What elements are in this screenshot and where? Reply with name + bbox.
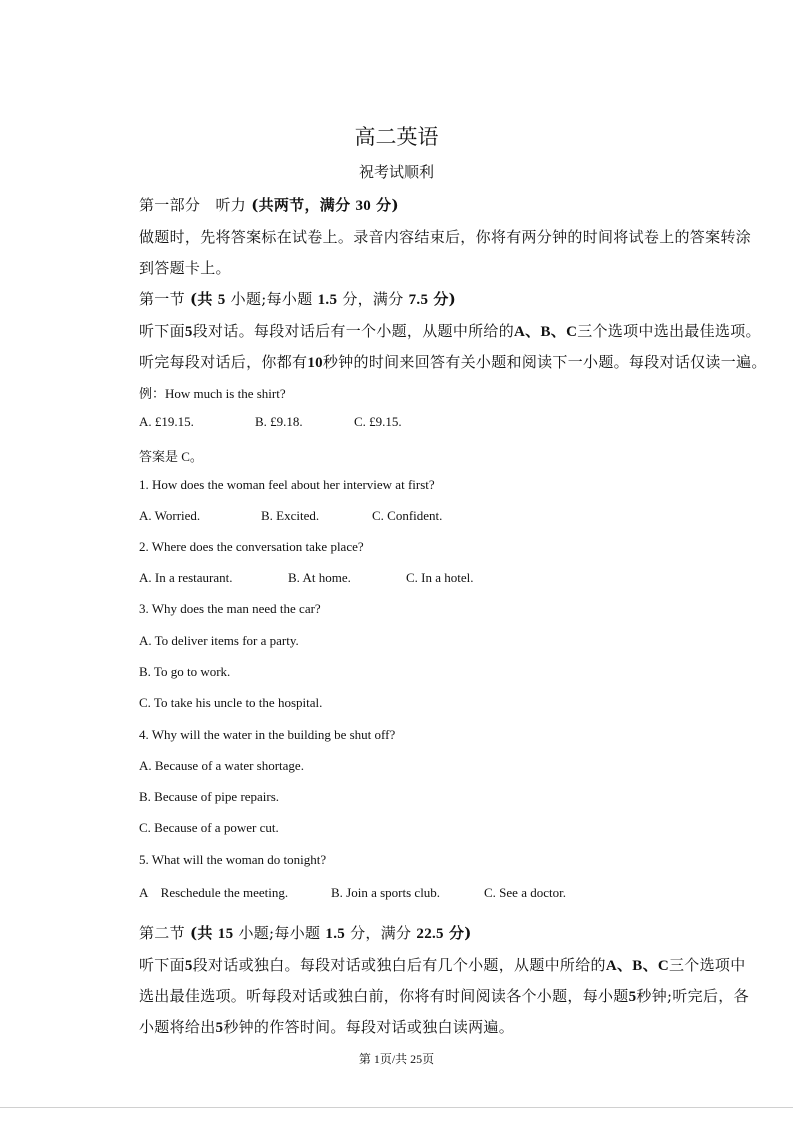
page-title: 高二英语 <box>354 125 439 149</box>
q5-option-c: C. See a doctor. <box>484 885 566 900</box>
page-number: 第 1页/共 25页 <box>358 1052 435 1066</box>
page-subtitle: 祝考试顺利 <box>358 163 434 181</box>
q3-option-b: B. To go to work. <box>139 664 231 679</box>
q5-option-a: A Reschedule the meeting. <box>139 885 289 900</box>
example-options <box>139 414 402 430</box>
question-2: 2. Where does the conversation take place? <box>139 539 364 554</box>
section2-heading: 第二节 (共 15 小题;每小题 1.5 分，满分 22.5 分) <box>139 924 472 942</box>
part1-heading: 第一部分 听力 (共两节，满分 30 分) <box>139 196 399 214</box>
question-5: 5. What will the woman do tonight? <box>139 852 327 867</box>
section1-instruction-line1: 听下面5段对话。每段对话后有一个小题，从题中所给的A、B、C三个选项中选出最佳选项。 <box>139 322 761 340</box>
example-question: 例：How much is the shirt? <box>139 386 286 401</box>
example-option-c: C. £9.15. <box>354 414 402 429</box>
question-4: 4. Why will the water in the building be shut off? <box>139 727 396 742</box>
example-option-a: A. £19.15. <box>139 414 194 429</box>
question-3: 3. Why does the man need the car? <box>139 601 321 616</box>
question-2-options <box>139 570 474 586</box>
q1-option-c: C. Confident. <box>372 508 443 523</box>
question-1-options <box>139 508 442 524</box>
q1-option-a: A. Worried. <box>139 508 201 523</box>
q2-option-c: C. In a hotel. <box>406 570 474 585</box>
page-divider <box>0 1107 793 1108</box>
example-answer: 答案是 C。 <box>139 449 203 464</box>
example-option-b: B. £9.18. <box>255 414 303 429</box>
part1-instruction-line2: 到答题卡上。 <box>139 259 231 277</box>
question-1: 1. How does the woman feel about her interview at first? <box>139 477 435 492</box>
section1-instruction-line2: 听完每段对话后，你都有10秒钟的时间来回答有关小题和阅读下一小题。每段对话仅读一遍。 <box>139 353 767 371</box>
section2-instruction-line1: 听下面5段对话或独白。每段对话或独白后有几个小题，从题中所给的A、B、C三个选项中 <box>139 956 746 974</box>
section2-instruction-line3: 小题将给出5秒钟的作答时间。每段对话或独白读两遍。 <box>139 1018 515 1036</box>
q1-option-b: B. Excited. <box>261 508 320 523</box>
q3-option-c: C. To take his uncle to the hospital. <box>139 695 323 710</box>
question-5-options <box>139 882 566 901</box>
q2-option-b: B. At home. <box>288 570 351 585</box>
q2-option-a: A. In a restaurant. <box>139 570 233 585</box>
q4-option-c: C. Because of a power cut. <box>139 820 279 835</box>
section1-heading: 第一节 (共 5 小题;每小题 1.5 分，满分 7.5 分) <box>139 290 457 308</box>
q4-option-a: A. Because of a water shortage. <box>139 758 304 773</box>
section2-instruction-line2: 选出最佳选项。听每段对话或独白前，你将有时间阅读各个小题，每小题5秒钟;听完后，各 <box>139 987 749 1005</box>
q4-option-b: B. Because of pipe repairs. <box>139 789 280 804</box>
q5-option-b: B. Join a sports club. <box>331 885 441 900</box>
part1-instruction-line1: 做题时，先将答案标在试卷上。录音内容结束后，你将有两分钟的时间将试卷上的答案转涂 <box>139 228 752 246</box>
q3-option-a: A. To deliver items for a party. <box>139 633 299 648</box>
